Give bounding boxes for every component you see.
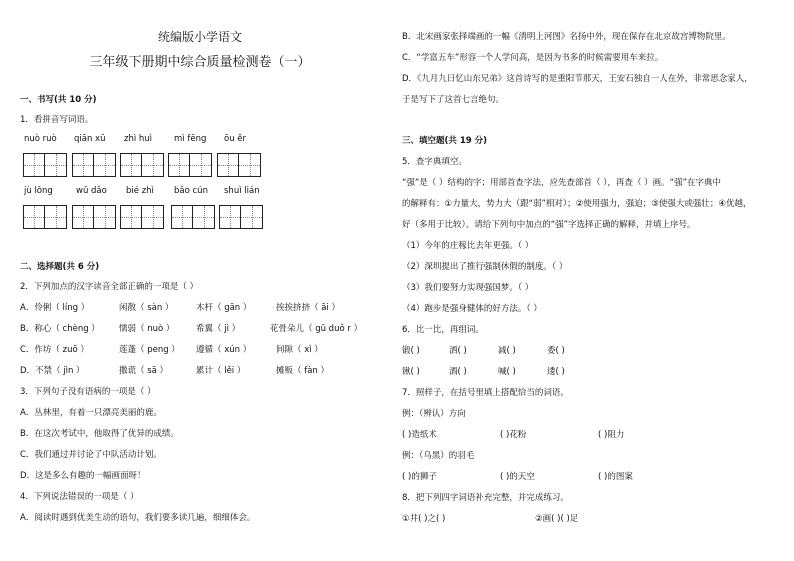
- question-1: 1．看拼音写词语。: [20, 115, 94, 125]
- compare-item: 减( ): [498, 346, 516, 356]
- pinyin-label: qiān xū: [74, 134, 106, 144]
- fill-item: ( )花粉: [500, 430, 527, 440]
- option-2b: 希翼（ jì ）: [196, 324, 241, 334]
- option-2c: 间隙（ xì ）: [276, 345, 323, 355]
- option-2c: 遵循（ xún ）: [196, 345, 252, 355]
- option-3c: C．我们通过并讨论了中队活动计划。: [20, 450, 162, 460]
- fill-item: ( )造纸术: [402, 430, 437, 440]
- writing-grid[interactable]: [217, 153, 261, 177]
- option-4a: A．阅读时遇到优美生动的语句，我们要多读几遍，细细体会。: [20, 513, 256, 523]
- question-2: 2．下列加点的汉字读音全部正确的一项是（ ）: [20, 282, 199, 292]
- idiom-item: ①井( )之( ): [402, 514, 446, 524]
- writing-grid[interactable]: [171, 205, 215, 229]
- exam-title-line1: 统编版小学语文: [157, 30, 242, 44]
- idiom-item: ②画( )( )足: [535, 514, 579, 524]
- writing-grid[interactable]: [72, 153, 116, 177]
- writing-grid[interactable]: [219, 205, 263, 229]
- question-4: 4．下列说法错误的一项是（ ）: [20, 492, 139, 502]
- question-5-text: “强”是（ ）结构的字；用部首查字法，应先查部首（ ），再查（ ）画。“强”在字典中: [402, 178, 721, 188]
- option-3d: D．这是多么有趣的一幅画面呀！: [20, 471, 146, 481]
- pinyin-label: nuò ruò: [24, 134, 57, 144]
- option-3b: B．在这次考试中，他取得了优异的成绩。: [20, 429, 179, 439]
- section-choice-heading: 二、选择题(共 6 分): [20, 262, 100, 272]
- option-2c: C．作坊（ zuō ）: [20, 345, 89, 355]
- pinyin-label: wǔ dǎo: [76, 186, 107, 196]
- option-4d-cont: 于是写下了这首七言绝句。: [402, 95, 505, 105]
- fill-item: ( )的图案: [598, 472, 633, 482]
- option-3a: A．丛林里，有着一只漂亮美丽的鹿。: [20, 408, 162, 418]
- option-4c: C．“学富五车”形容一个人学问高，是因为书多的时候需要用车来拉。: [402, 53, 664, 63]
- pinyin-label: mì fēng: [174, 134, 207, 144]
- fill-item: ( )的天空: [500, 472, 535, 482]
- option-2a: A．伶俐（ líng ）: [20, 303, 90, 313]
- writing-grid[interactable]: [23, 153, 67, 177]
- writing-grid[interactable]: [168, 153, 212, 177]
- compare-item: 锻( ): [402, 346, 420, 356]
- question-3: 3．下列句子没有语病的一项是（ ）: [20, 387, 156, 397]
- pinyin-label: shuì lián: [224, 186, 260, 196]
- compare-item: 逶( ): [547, 367, 565, 377]
- question-5-item: （1）今年的庄稼比去年更强。（ ）: [402, 241, 534, 251]
- fill-item: ( )阻力: [598, 430, 625, 440]
- pinyin-label: bié zhì: [126, 186, 154, 196]
- pinyin-label: ōu ěr: [224, 134, 247, 144]
- compare-item: 喊( ): [498, 367, 516, 377]
- question-5-text: 的解释有：①力量大，势力大（跟“弱”相对）；②使用强力，强迫；③使强大或强壮；④优越，: [402, 199, 752, 209]
- question-5-text: 好（多用于比较）。请给下列句中加点的“强”字选择正确的解释，并填上序号。: [402, 220, 696, 230]
- question-5-item: （4）跑步是强身健体的好方法。（ ）: [402, 304, 542, 314]
- question-7-example: 例：（乌黑）的羽毛: [402, 451, 475, 461]
- question-5-item: （2）深圳提出了推行强制休假的制度。（ ）: [402, 262, 568, 272]
- option-2d: 累计（ lěi ）: [196, 366, 246, 376]
- question-7: 7．照样子，在括号里填上搭配恰当的词语。: [402, 388, 569, 398]
- pinyin-label: zhì huì: [124, 134, 153, 144]
- option-2d: 撒谎（ sā ）: [119, 366, 169, 376]
- compare-item: 洒( ): [449, 346, 467, 356]
- question-7-example: 例：（辨认）方向: [402, 409, 466, 419]
- option-2a: 木杆（ gān ）: [196, 303, 252, 313]
- fill-item: ( )的狮子: [402, 472, 437, 482]
- option-2d: 摊贩（ fàn ）: [276, 366, 329, 376]
- writing-grid[interactable]: [23, 205, 67, 229]
- writing-grid[interactable]: [120, 153, 164, 177]
- question-8: 8．把下列四字词语补充完整，并完成练习。: [402, 493, 569, 503]
- exam-title-line2: 三年级下册期中综合质量检测卷（一）: [89, 55, 311, 70]
- compare-item: 委( ): [547, 346, 565, 356]
- pinyin-label: jù lǒng: [24, 186, 53, 196]
- question-5: 5．查字典填空。: [402, 157, 467, 167]
- option-4d: D．《九月九日忆山东兄弟》这首诗写的是重阳节那天，王安石独自一人在外，非常思念家人，: [402, 74, 753, 84]
- writing-grid[interactable]: [72, 205, 116, 229]
- compare-item: 锹( ): [402, 367, 420, 377]
- pinyin-label: bǎo cún: [174, 186, 208, 196]
- option-2c: 莲蓬（ peng ）: [119, 345, 180, 355]
- section-writing-heading: 一、书写(共 10 分): [20, 95, 97, 105]
- compare-item: 酒( ): [449, 367, 467, 377]
- option-4b: B．北宋画家张择端画的一幅《清明上河图》名扬中外，现在保存在北京故宫博物院里。: [402, 32, 731, 42]
- option-2b: 花骨朵儿（ gū duǒ r ）: [270, 324, 363, 334]
- writing-grid[interactable]: [120, 205, 164, 229]
- option-2b: 懦弱（ nuò ）: [119, 324, 175, 334]
- question-6: 6．比一比，再组词。: [402, 325, 484, 335]
- option-2a: 挨挨挤挤（ āi ）: [276, 303, 340, 313]
- option-2b: B．称心（ chèng ）: [20, 324, 100, 334]
- section-fill-heading: 三、填空题(共 19 分): [402, 136, 488, 146]
- question-5-item: （3）我们要努力实现强国梦。（ ）: [402, 283, 534, 293]
- option-2d: D．不禁（ jìn ）: [20, 366, 85, 376]
- option-2a: 闲散（ sàn ）: [119, 303, 174, 313]
